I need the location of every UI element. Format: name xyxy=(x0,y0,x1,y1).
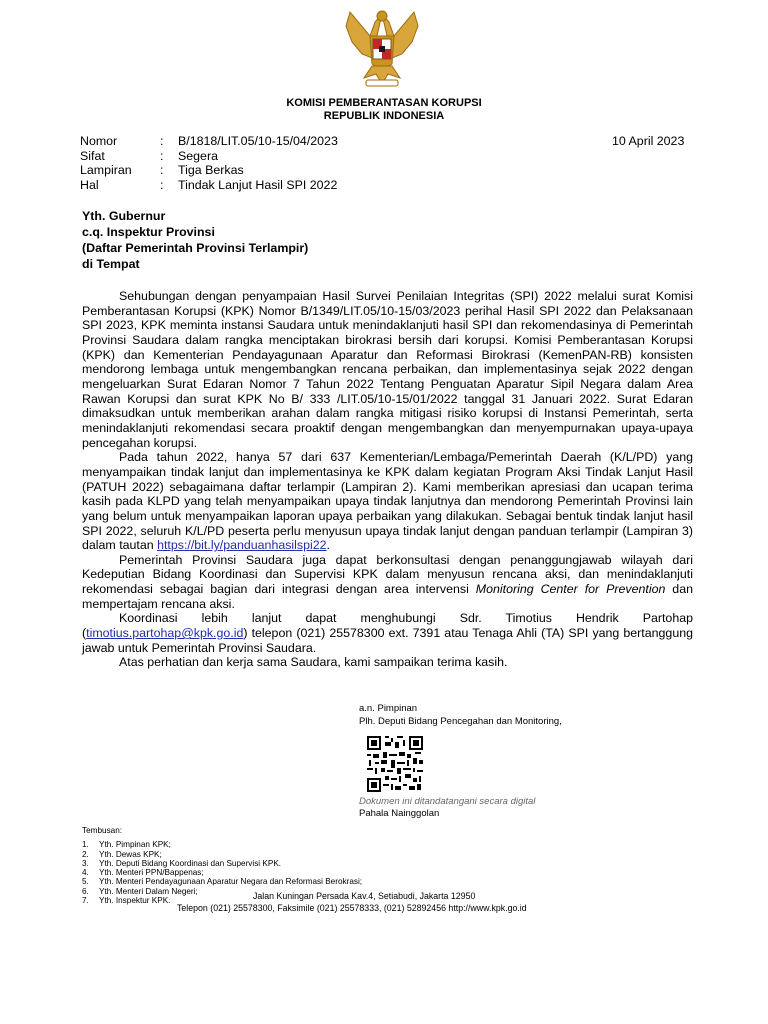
digital-signature-note: Dokumen ini ditandatangani secara digital xyxy=(359,796,536,807)
cc-title: Tembusan: xyxy=(82,826,123,835)
meta-label: Sifat xyxy=(80,148,105,163)
recipient-line: c.q. Inspektur Provinsi xyxy=(82,225,215,239)
paragraph-2 xyxy=(82,450,693,553)
guide-link[interactable]: https://bit.ly/panduanhasilspi22 xyxy=(157,538,327,553)
cc-text: Yth. Dewas KPK; xyxy=(99,849,162,859)
meta-sep: : xyxy=(160,163,164,178)
paragraph-text: Koordinasi lebih lanjut dapat menghubungi Sdr. Timotius Hendrik Partohap ( xyxy=(82,611,693,641)
paragraph-text: Pemerintah Provinsi Saudara juga dapat berkonsultasi dengan penanggungjawab wilayah dari Kedeputian Bidang Koordinasi dan Supervisi KPK dalam menyusun rencana aksi, dan menindaklanjuti rekomendasi sebagai bagian dari integrasi dengan area intervensi xyxy=(82,552,693,597)
recipient-block xyxy=(82,208,308,272)
meta-label: Nomor xyxy=(80,134,118,148)
meta-value: Tiga Berkas xyxy=(178,163,244,178)
paragraph-text: ) telepon (021) 25578300 ext. 7391 atau Tenaga Ahli (TA) SPI yang bertanggung jawab untuk Pemerintah Provinsi Saudara. xyxy=(82,626,693,655)
paragraph-text: Pada tahun 2022, hanya 57 dari 637 Kementerian/Lembaga/Pemerintah Daerah (K/L/PD) yang menyampaikan tindak lanjut dan implementasinya ke KPK dalam kegiatan Program Aksi Tindak Lanjut Hasil (PATUH 2022) sebagaimana daftar terlampir (Lampiran 2). Kami memberikan apresiasi dan ucapan terima kasih pada KLPD yang telah menyampaikan upaya tindak lanjutnya dan mendorong Pemerintah Provinsi lain yang belum untuk menyampaikan laporan upaya perbaikan yang dilakukan. Sebagai bentuk tindak lanjut hasil SPI 2022, seluruh K/L/PD peserta perlu menyusun upaya tindak lanjut dengan panduan terlampir (Lampiran 3) dalam tautan xyxy=(82,450,693,553)
paragraph-5: Atas perhatian dan kerja sama Saudara, kami sampaikan terima kasih. xyxy=(119,655,508,670)
cc-text: Yth. Menteri Pendayagunaan Aparatur Negara dan Reformasi Berokrasi; xyxy=(99,877,363,887)
cc-number: 7. xyxy=(82,896,89,906)
footer-contact: Telepon (021) 25578300, Faksimile (021) 25578333, (021) 52892456 http://www.kpk.go.id xyxy=(177,903,527,913)
meta-sep: : xyxy=(160,134,164,148)
cc-number: 5. xyxy=(82,877,89,887)
signatory-name: Pahala Nainggolan xyxy=(359,808,440,819)
mcp-term: Monitoring Center for Prevention xyxy=(475,582,666,597)
cc-text: Yth. Pimpinan KPK; xyxy=(99,840,171,850)
footer-address: Jalan Kuningan Persada Kav.4, Setiabudi, Jakarta 12950 xyxy=(253,891,476,901)
recipient-line: di Tempat xyxy=(82,257,140,271)
cc-item xyxy=(82,877,362,886)
meta-row-sifat xyxy=(80,149,338,164)
cc-text: Yth. Menteri Dalam Negeri; xyxy=(99,886,198,896)
meta-value: Segera xyxy=(178,148,218,163)
letter-date: 10 April 2023 xyxy=(612,134,685,148)
cc-text: Yth. Deputi Bidang Koordinasi dan Supervisi KPK. xyxy=(99,858,282,868)
meta-value: B/1818/LIT.05/10-15/04/2023 xyxy=(178,134,338,148)
signature-position: Plh. Deputi Bidang Pencegahan dan Monitoring, xyxy=(359,716,562,727)
cc-text: Yth. Menteri PPN/Bappenas; xyxy=(99,868,204,878)
recipient-line: (Daftar Pemerintah Provinsi Terlampir) xyxy=(82,241,309,255)
signature-an: a.n. Pimpinan xyxy=(359,703,418,714)
cc-item xyxy=(82,850,362,859)
cc-number: 4. xyxy=(82,868,89,878)
cc-item xyxy=(82,868,362,877)
meta-value: Tindak Lanjut Hasil SPI 2022 xyxy=(178,177,338,192)
cc-number: 1. xyxy=(82,840,89,850)
letter-meta xyxy=(80,134,338,192)
cc-item xyxy=(82,859,362,868)
qr-code-icon xyxy=(367,736,423,792)
paragraph-4 xyxy=(82,611,693,655)
meta-label: Hal xyxy=(80,177,99,192)
garuda-emblem-logo xyxy=(342,6,422,90)
paragraph-1: Sehubungan dengan penyampaian Hasil Survei Penilaian Integritas (SPI) 2022 melalui surat Komisi Pemberantasan Korupsi (KPK) Nomor B/1349/LIT.05/10-15/03/2023 perihal Hasil SPI 2022 dan Pelaksanaan SPI 2023, KPK meminta instansi Saudara untuk menindaklanjuti hasil SPI dan rekomendasinya di Pemerintah Provinsi Saudara dalam rangka menciptakan birokrasi bersih dari korupsi. Komisi Pemberantasan Korupsi (KPK) dan Kementerian Pendayagunaan Aparatur dan Reformasi Birokrasi (KemenPAN-RB) konsisten mendorong lembaga untuk mengembangkan rencana perbaikan, dan implementasinya sejak 2022 dengan mengeluarkan Surat Edaran Nomor 7 Tahun 2022 Tentang Penguatan Aparatur Sipil Negara dalam Area Rawan Korupsi dan surat KPK No B/ 333 /LIT.05/10-15/01/2022 tanggal 31 Januari 2022. Surat Edaran dimaksudkan untuk memberikan arahan dalam rangka mitigasi risiko korupsi di Instansi Pemerintah, serta menindaklanjuti rekomendasi secara proaktif dengan mengembangkan dan menyempurnakan upaya-upaya pencegahan korupsi. xyxy=(82,289,693,450)
meta-row-hal xyxy=(80,178,338,193)
institution-country: REPUBLIK INDONESIA xyxy=(323,110,445,122)
cc-number: 3. xyxy=(82,858,89,868)
letter-body xyxy=(82,289,693,670)
cc-number: 6. xyxy=(82,886,89,896)
institution-name: KOMISI PEMBERANTASAN KORUPSI xyxy=(286,97,482,109)
cc-text: Yth. Inspektur KPK. xyxy=(99,896,171,906)
meta-sep: : xyxy=(160,177,164,192)
paragraph-text: dan mempertajam rencana aksi. xyxy=(82,582,693,611)
paragraph-3 xyxy=(82,553,693,612)
meta-sep: : xyxy=(160,148,164,163)
meta-row-nomor xyxy=(80,134,338,149)
paragraph-text: . xyxy=(326,538,330,553)
recipient-line: Yth. Gubernur xyxy=(82,209,166,223)
contact-email-link[interactable]: timotius.partohap@kpk.go.id xyxy=(86,626,244,641)
meta-label: Lampiran xyxy=(80,163,132,178)
meta-row-lampiran xyxy=(80,163,338,178)
cc-item xyxy=(82,840,362,849)
cc-number: 2. xyxy=(82,849,89,859)
